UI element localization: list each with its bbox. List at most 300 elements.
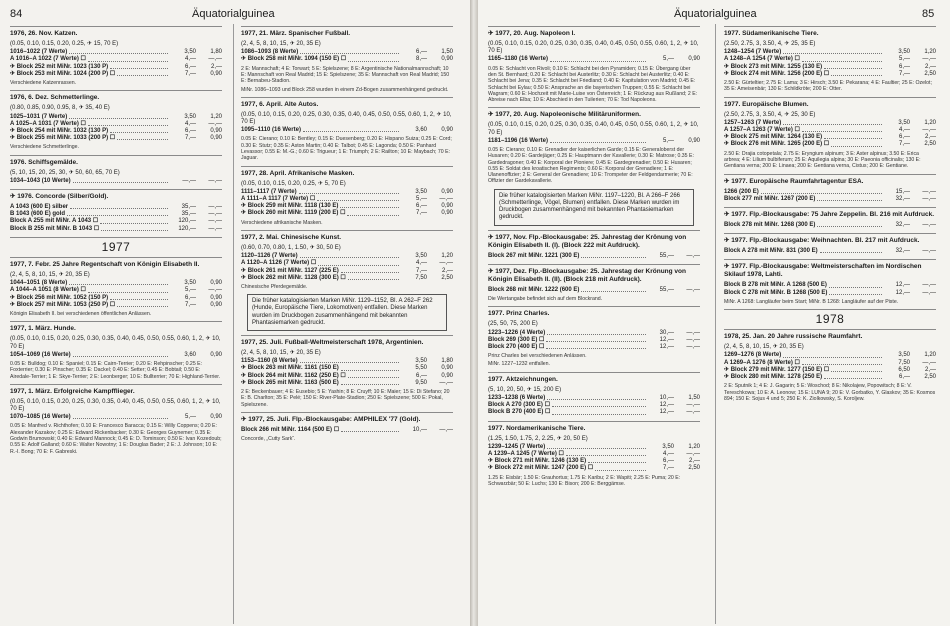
section-rule <box>10 155 222 156</box>
item-label: ✈ Block 252 mit MiNr. 1023 (130 P) <box>10 63 109 70</box>
catalog-entry <box>10 384 222 455</box>
used-price: —,— <box>922 282 936 289</box>
section-rule <box>10 384 222 385</box>
used-price: 1,50 <box>688 394 700 401</box>
leader-dots <box>783 120 882 125</box>
item-label: ✈ Block 273 mit MiNr. 1255 (130 E) <box>724 63 823 70</box>
used-price: —,— <box>922 221 936 228</box>
issue-note: 2 E: Beckenbauer; 4 E: Eusebio; 5 E: Yashin; 8 E: Cruyff; 10 E: Maier; 15 E: Di Stefano; 20 E: B. Charlton; 35 E: Pelé; 150 E: River-Plate-Stadion; 250 E: Spielszene; 500 E: Pokal, Spielszene. <box>241 389 450 408</box>
mint-price: 7,— <box>898 70 910 77</box>
leader-dots <box>546 337 646 342</box>
mint-price: 7,50 <box>415 274 427 281</box>
item-label: Block 270 (400 E) ☐ <box>488 343 545 350</box>
used-price: —,— <box>439 196 453 202</box>
used-price: 2,50 <box>924 374 936 381</box>
issue-note: Verschiedene Katzenrassen. <box>10 80 77 87</box>
leader-dots <box>341 427 399 432</box>
used-price: 0,90 <box>210 351 222 358</box>
used-price: —,— <box>208 225 222 232</box>
catalog-entry <box>488 264 700 303</box>
mint-price: 3,50 <box>898 119 910 126</box>
item-label: B 1043 (600 E) gold <box>10 211 66 218</box>
mint-price: 5,— <box>662 137 674 144</box>
used-price: 1,20 <box>210 113 222 120</box>
mint-price: 3,60 <box>415 127 427 134</box>
price-row <box>488 56 700 63</box>
mint-price: 3,50 <box>184 113 196 120</box>
denominations: (25, 50, 75, 200 E) <box>488 321 538 328</box>
mint-price: 32,— <box>895 221 910 228</box>
issue-title: ✈ 1977, 20. Aug. Napoleonische Militäruniformen. <box>488 111 641 119</box>
item-label: 1111–1117 (7 Werte) <box>241 188 297 195</box>
item-label: 1120–1126 (7 Werte) <box>241 253 298 260</box>
section-rule <box>488 230 700 231</box>
mint-price: 3,50 <box>184 49 196 56</box>
issue-title: ✈ 1977, 25. Juli. Flp.-Blockausgabe: AMPHILEX '77 (Gold). <box>241 415 421 423</box>
used-price: 1,20 <box>924 49 936 56</box>
item-label: Block A 270 (300 E) ☐ <box>488 402 550 409</box>
item-label: 1095–1110 (16 Werte) <box>241 127 301 134</box>
column-divider <box>715 24 716 624</box>
section-rule <box>10 90 222 91</box>
denominations: (2, 4, 5, 8, 10, 15, ✈ 20, 35 E) <box>10 272 90 279</box>
mint-price: 6,— <box>415 203 427 210</box>
catalog-entry <box>241 412 453 443</box>
catalog-entry <box>724 259 936 305</box>
year-heading: 1977 <box>101 239 131 254</box>
used-price: —,— <box>686 329 700 336</box>
leader-dots <box>300 358 399 363</box>
used-price: 2,50 <box>924 141 936 148</box>
issue-note: 2.50 E: Gürteltier; 2.75 E: Lama; 3 E: Hirsch; 3.50 E: Pekarana; 4 E: Faultier; 25 E: Ozelot; 35 E: Ameisenbär; 130 E: Schildkröte; 200 E: Otter. <box>724 80 932 93</box>
price-row <box>10 226 222 233</box>
leader-dots <box>69 49 168 54</box>
used-price: —,— <box>686 409 700 416</box>
price-row <box>10 295 222 302</box>
used-price: 0,90 <box>441 372 453 379</box>
notice-box: Die früher katalogisierten Marken MiNr. 1129–1152, Bl. A 262–F 262 (Hunde, Europäische Tiere, Lokomotiven) entfallen. Diese Marken wurden im Druckbogen zusammenhängend mit bekannten Phantasiemarken gedruckt. <box>247 294 447 331</box>
issue-note: Verschiedene Schmetterlinge. <box>10 144 79 151</box>
mint-price: 8,— <box>415 56 427 63</box>
price-row <box>488 138 700 145</box>
catalog-entry <box>488 189 700 226</box>
used-price: —,— <box>922 248 936 255</box>
mint-price: 32,— <box>895 195 910 202</box>
denominations: (0.05, 0.10, 0.15, 0.20, 0.25, 0.30, 0.35, 0.40, 0.45, 0.50, 0.55, 0.60, 1, 2, ✈ 10, 70 E) <box>10 398 221 413</box>
mint-price: 7,— <box>662 465 674 472</box>
left-column-1 <box>10 26 222 459</box>
used-price: —,— <box>208 287 222 294</box>
leader-dots <box>318 260 399 265</box>
denominations: (1.25, 1.50, 1.75, 2, 2.25, ✈ 20, 50 E) <box>488 435 588 442</box>
section-rule <box>488 264 700 265</box>
section-rule <box>488 26 700 27</box>
catalog-entry <box>724 97 936 170</box>
price-row <box>10 114 222 121</box>
leader-dots <box>348 56 399 61</box>
item-label: 1233–1238 (6 Werte) <box>488 394 546 401</box>
item-label: ✈ Block 254 mit MiNr. 1032 (130 P) <box>10 127 109 134</box>
item-label: ✈ Block 279 mit MiNr. 1277 (150 E) ☐ <box>724 366 830 373</box>
item-label: ✈ Block 263 mit MiNr. 1161 (150 E) <box>241 365 339 372</box>
catalog-entry <box>241 166 453 226</box>
issue-title: ✈ 1977. Flp.-Blockausgabe: 75 Jahre Zeppelin. Bl. 216 mit Aufdruck. <box>724 210 935 218</box>
leader-dots <box>552 409 646 414</box>
catalog-entry <box>488 421 700 488</box>
section-rule <box>724 174 936 175</box>
issue-title: ✈ 1977. Europäische Raumfahrtagentur ESA. <box>724 177 864 185</box>
used-price: 0,90 <box>441 127 453 134</box>
section-rule <box>724 97 936 98</box>
used-price: 0,90 <box>441 365 453 372</box>
catalog-entry <box>241 294 453 331</box>
mint-price: 120,— <box>178 218 196 225</box>
mint-price: 5,— <box>898 56 910 63</box>
issue-title: 1977. Südamerikanische Tiere. <box>724 30 819 37</box>
item-label: ✈ Block 261 mit MiNr. 1127 (225 E) <box>241 267 339 274</box>
mint-price: 3,50 <box>898 352 910 359</box>
issue-title: 1977, 25. Juli. Fußball-Weltmeisterschaft 1978, Argentinien. <box>241 339 424 347</box>
mint-price: 7,— <box>184 301 196 308</box>
mint-price: 3,50 <box>415 253 427 260</box>
used-price: 1,20 <box>924 119 936 126</box>
used-price: —,— <box>686 343 700 350</box>
price-row <box>488 444 700 451</box>
price-row <box>10 64 222 71</box>
used-price: 2,50 <box>924 70 936 77</box>
mint-price: 55,— <box>659 286 674 293</box>
leader-dots <box>824 134 882 139</box>
item-label: 1181–1196 (16 Werte) <box>488 137 548 144</box>
leader-dots <box>69 280 168 285</box>
issue-title: ✈ 1977, 20. Aug. Napoleon I. <box>488 30 576 37</box>
price-row <box>724 352 936 359</box>
price-row <box>724 56 936 63</box>
mint-price: 4,— <box>184 56 196 63</box>
item-label: 1044–1051 (8 Werte) <box>10 280 68 287</box>
item-label: A 1025–A 1031 (7 Werte) ☐ <box>10 120 86 127</box>
leader-dots <box>550 56 646 61</box>
item-label: Block B 270 (400 E) ☐ <box>488 409 551 416</box>
issue-title: ✈ 1976. Concorde (Silber/Gold). <box>10 193 109 201</box>
mint-price: 4,— <box>415 260 427 267</box>
denominations: (2, 4, 5, 8, 10, 15, ✈ 20, 35 E) <box>241 41 321 47</box>
used-price: —,— <box>439 260 453 267</box>
price-row <box>241 210 453 217</box>
leader-dots <box>820 248 882 253</box>
leader-dots <box>73 414 168 419</box>
price-row <box>241 365 453 372</box>
used-price: 2,50 <box>441 274 453 281</box>
item-label: Block 267 mit MiNr. 1221 (300 E) <box>488 252 580 259</box>
used-price: —,— <box>922 56 936 63</box>
item-label: ✈ Block 257 mit MiNr. 1053 (250 P) ☐ <box>10 301 116 308</box>
leader-dots <box>69 114 168 119</box>
section-rule <box>488 372 700 373</box>
issue-note: Die Wertangabe befindet sich auf dem Blockrand. <box>488 296 603 302</box>
used-price: —,— <box>208 218 222 225</box>
catalog-entry <box>10 321 222 380</box>
section-rule <box>10 257 222 258</box>
mint-price: —,— <box>182 177 196 184</box>
item-label: Block 278 mit MiNr. 1268 (300 E) <box>724 221 816 228</box>
item-label: A 1044–A 1051 (8 Werte) ☐ <box>10 287 86 294</box>
issue-note: 2.50 E: Drajia cotopetala; 2.75 E: Eryngium alpinum; 3 E: Aster alpinus; 3.50 E: Erica arbrea; 4 E: Lilium bulbiferum; 25 E: Aquilegia alpina; 30 E: Paeonia officinalis; 130 E: Gentiana verna; 200 E: Linaea; 200 E: Gentiana verna, Cistus; 200 E: Gentiane. <box>724 150 921 170</box>
price-row <box>10 204 222 211</box>
used-price: —,— <box>208 120 222 127</box>
price-row <box>724 120 936 127</box>
leader-dots <box>550 138 646 143</box>
mint-price: 6,— <box>662 458 674 465</box>
mint-price: 6,— <box>898 134 910 141</box>
price-row <box>241 380 453 387</box>
issue-title: 1977. Prinz Charles. <box>488 310 550 318</box>
used-price: 0,90 <box>210 135 222 142</box>
item-label: 1054–1069 (16 Werte) <box>10 351 71 358</box>
item-label: 1239–1245 (7 Werte) <box>488 443 546 450</box>
mint-price: 6,— <box>184 127 196 134</box>
catalog-entry <box>724 207 936 229</box>
section-rule <box>488 421 700 422</box>
mint-price: 6,— <box>415 372 427 379</box>
mint-price: 55,— <box>659 252 674 259</box>
issue-note: MiNr. 1227–1232 entfallen. <box>488 361 551 368</box>
leader-dots <box>783 49 882 54</box>
used-price: 0,90 <box>210 70 222 77</box>
leader-dots <box>73 352 168 357</box>
section-rule <box>724 26 936 27</box>
price-row <box>724 71 936 78</box>
leader-dots <box>341 268 399 273</box>
item-label: A 1120–A 1126 (7 Werte) ☐ <box>241 260 317 267</box>
issue-title: 1976, 26. Nov. Katzen. <box>10 30 78 37</box>
leader-dots <box>117 71 168 76</box>
leader-dots <box>73 178 168 183</box>
leader-dots <box>546 344 646 349</box>
leader-dots <box>341 380 399 385</box>
item-label: Block 269 (300 E) ☐ <box>488 336 545 343</box>
item-label: A 1269–A 1276 (8 Werte) ☐ <box>724 359 800 366</box>
used-price: 1,20 <box>441 253 453 260</box>
item-label: 1266 (200 E) <box>724 188 759 195</box>
price-row <box>488 409 700 416</box>
section-rule <box>724 329 936 330</box>
issue-title: 1976. Schiffsgemälde. <box>10 158 78 166</box>
used-price: —,— <box>208 211 222 218</box>
right-page <box>478 0 950 626</box>
issue-note: 0.05 E: Schlacht von Rivoli; 0.10 E: Schlacht bei den Pyramiden; 0.15 E: Übergang über den St. Bernhard; 0.20 E: Schlacht bei Austerlitz; 0.30 E: Schlacht bei Austerlitz; 0.40 E: Schlacht bei Jena; 0.35 E: Schlacht bei Friedland; 0.40 E: Kapitulation von Madrid; 0.45 E: Schlacht bei Eylau; 0.50 E: Ansprache an die bayerischen Truppen; 0.55 E: Schlacht bei Wagram; 0.60 E: Hochzeit mit Marie-Luise von Österreich; 1 E: Rückzug aus Rußland; 2 E: Abreise nach Elba; 10 E: Abschied in den Tuilerien; 70 E: Tod Napoleons. <box>488 65 698 104</box>
price-row <box>724 360 936 367</box>
leader-dots <box>802 56 882 61</box>
section-rule <box>488 306 700 307</box>
catalog-entry <box>241 97 453 162</box>
catalog-entry <box>10 155 222 185</box>
price-row <box>724 248 936 255</box>
denominations: (5, 10, 15, 20, 25, 30, ✈ 50, 60, 65, 70 E) <box>10 169 120 176</box>
item-label: 1223–1226 (4 Werte) <box>488 329 546 336</box>
mint-price: 4,— <box>184 120 196 127</box>
mint-price: 30,— <box>659 329 674 336</box>
mint-price: 5,— <box>184 287 196 294</box>
mint-price: 35,— <box>181 204 196 211</box>
denominations: (0.05, 0.10, 0.15, 0.20, 0.25, 0.30, 0.35, 0.40, 0.45, 0.50, 0.55, 0.60, 1, 2, ✈ 10, 70 E) <box>488 122 699 136</box>
mint-price: 3,50 <box>415 358 427 365</box>
catalog-entry <box>241 26 453 93</box>
item-label: Block 268 mit MiNr. 1222 (600 E) <box>488 286 580 293</box>
issue-title: 1977, 2. Mai. Chinesische Kunst. <box>241 233 342 241</box>
item-label: 1086–1093 (8 Werte) <box>241 49 299 56</box>
denominations: (2.50, 2.75, 3, 3.50, 4, ✈ 25, 30 E) <box>724 111 816 118</box>
price-row <box>724 222 936 229</box>
price-row <box>488 465 700 472</box>
item-label: A 1257–A 1263 (7 Werte) ☐ <box>724 127 800 134</box>
section-rule <box>724 309 936 310</box>
item-label: Block A 255 mit MiNr. A 1043 ☐ <box>10 218 99 225</box>
mint-price: 3,50 <box>415 188 427 195</box>
price-row <box>488 287 700 294</box>
mint-price: 6,— <box>898 374 910 381</box>
issue-title: 1978, 25. Jan. 20 Jahre russische Raumfahrt. <box>724 333 863 341</box>
used-price: —,— <box>922 289 936 296</box>
leader-dots <box>88 121 168 126</box>
price-row <box>241 373 453 380</box>
catalog-entry <box>241 335 453 408</box>
mint-price: 3,50 <box>184 280 196 287</box>
leader-dots <box>300 253 399 258</box>
issue-title: 1977, 21. März. Spanischer Fußball. <box>241 30 351 37</box>
item-label: ✈ Block 265 mit MiNr. 1163 (500 E) <box>241 379 339 386</box>
leader-dots <box>817 222 882 227</box>
item-label: 1257–1263 (7 Werte) <box>724 119 782 126</box>
used-price: 1,80 <box>210 49 222 56</box>
leader-dots <box>110 295 168 300</box>
used-price: 0,90 <box>441 203 453 210</box>
price-row <box>241 268 453 275</box>
issue-title: 1977, 1. März. Erfolgreiche Kampfflieger. <box>10 387 135 395</box>
leader-dots <box>67 211 168 216</box>
item-label: 1025–1031 (7 Werte) <box>10 113 68 120</box>
section-rule <box>488 107 700 108</box>
price-row <box>488 330 700 337</box>
issue-note: 0.05 E: Cierano; 0.10 E: Bentley; 0.15 E: Duesenberg; 0.20 E: Hispano Suiza; 0.25 E: Cord; 0.30 E: Stutz; 0.35 E: Aston Martin; 0.40 E: Talbot; 0.45 E: Lagonda; 0.50 E: Panhard Levassor; 0.55 E: M.-G.; 0.60 E: Trigueur; 1 E: Triumph; 2 E: Railton; 10 E: Maybach; 70 E: Jaguar. <box>241 136 452 162</box>
leader-dots <box>100 218 168 223</box>
item-label: ✈ Block 256 mit MiNr. 1052 (150 P) <box>10 294 109 301</box>
catalog-entry <box>241 230 453 290</box>
item-label: ✈ Block 276 mit MiNr. 1265 (200 E) ☐ <box>724 141 830 148</box>
issue-note: 2 E: Sputnik 1; 4 E: J. Gagarin; 5 E: Woschod; 8 E: Nikolajew, Popowitsch; 8 E: V. Tereschkowa; 10 E: A. Leonow; 15 E: LUNA 9; 20 E: V. Gorbatko, Y. Glaskov; 35 E: Kosmos 894; 150 E: Sojus 4 und 5; 250 E: K. Ziolkowsky, S. Koroljew. <box>724 383 936 402</box>
section-rule <box>10 237 222 238</box>
catalog-entry <box>724 233 936 255</box>
used-price: 0,90 <box>210 301 222 308</box>
price-row <box>488 344 700 351</box>
mint-price: 6,— <box>184 63 196 70</box>
used-price: —,— <box>208 56 222 63</box>
item-label: Block B 255 mit MiNr. B 1043 ☐ <box>10 225 100 232</box>
used-price: 0,90 <box>688 56 700 63</box>
notice-box: Die früher katalogisierten Marken MiNr. 1197–1220, Bl. A 266–F 266 (Schmetterlinge, Vögel, Blumen) entfallen. Diese Marken wurden im Druckbogen zusammenhängend mit bekannten Phantasiemarken gedruckt. <box>494 189 694 226</box>
mint-price: 7,50 <box>898 359 910 366</box>
used-price: 0,90 <box>210 294 222 301</box>
leader-dots <box>547 444 646 449</box>
denominations: (2.50, 2.75, 3, 3.50, 4, ✈ 25, 35 E) <box>724 41 816 47</box>
mint-price: 12,— <box>659 402 674 409</box>
leader-dots <box>595 465 646 470</box>
used-price: 2,— <box>210 63 222 70</box>
mint-price: 7,— <box>415 267 427 274</box>
mint-price: 120,— <box>178 225 196 232</box>
leader-dots <box>340 203 399 208</box>
issue-title: ✈ 1977. Flp.-Blockausgabe: Weihnachten. Bl. 217 mit Aufdruck. <box>724 237 920 245</box>
issue-title: 1977. Europäische Blumen. <box>724 100 809 108</box>
used-price: 0,90 <box>441 188 453 195</box>
denominations: (2, 4, 5, 8, 10, 15, ✈ 20, 35 E) <box>724 344 804 351</box>
leader-dots <box>824 374 882 379</box>
item-label: ✈ Block 264 mit MiNr. 1162 (250 E) ☐ <box>241 372 346 379</box>
used-price: —,— <box>922 127 936 134</box>
item-label: Block 266 mit MiNr. 1164 (500 E) ☐ <box>241 426 340 433</box>
price-row <box>10 135 222 142</box>
section-rule <box>724 233 936 234</box>
item-label: A 1248–A 1254 (7 Werte) ☐ <box>724 56 800 63</box>
issue-title: 1977, 7. Febr. 25 Jahre Regentschaft von Königin Elisabeth II. <box>10 261 200 269</box>
issue-title: 1977, 28. April. Afrikanische Masken. <box>241 169 355 177</box>
price-row <box>241 275 453 282</box>
mint-price: 12,— <box>659 343 674 350</box>
used-price: —,— <box>439 379 453 386</box>
item-label: 1269–1276 (8 Werte) <box>724 352 782 359</box>
mint-price: 3,60 <box>184 351 196 358</box>
used-price: 2,50 <box>688 465 700 472</box>
catalog-entry <box>488 107 700 184</box>
mint-price: 7,— <box>184 135 196 142</box>
used-price: —,— <box>686 336 700 343</box>
used-price: —,— <box>208 204 222 211</box>
price-row <box>10 287 222 294</box>
item-label: ✈ Block 255 mit MiNr. 1033 (200 P) ☐ <box>10 135 116 142</box>
leader-dots <box>581 253 646 258</box>
issue-note: MiNr. 1086–1093 und Block 258 wurden in einem Zd-Bogen zusammenhängend gedruckt. <box>241 86 449 93</box>
catalog-entry <box>488 230 700 260</box>
leader-dots <box>110 64 168 69</box>
denominations: (0.05, 0.10, 0.15, 0.20, 0.25, ✈ 5, 70 E) <box>241 180 346 187</box>
mint-price: 12,— <box>659 336 674 343</box>
book-gutter <box>470 0 478 626</box>
item-label: ✈ Block 272 mit MiNr. 1247 (200 E) ☐ <box>488 465 594 472</box>
mint-price: 10,— <box>412 426 427 433</box>
denominations: (0.05, 0.10, 0.15, 0.20, 0.25, 0.30, 0.35, 0.40, 0.45, 0.50, 0.55, 0.60, 1, 2, ✈ 10, 70 E) <box>488 41 699 55</box>
denominations: (0.05, 0.10, 0.15, 0.20, 0.25, 0.30, 0.35, 0.40, 0.45, 0.50, 0.55, 0.60, 1, 2, ✈ 10, 70 E) <box>241 111 452 125</box>
mint-price: 12,— <box>659 409 674 416</box>
price-row <box>724 141 936 148</box>
mint-price: 6,— <box>184 294 196 301</box>
mint-price: 3,50 <box>662 443 674 450</box>
used-price: —,— <box>686 286 700 293</box>
catalog-entry <box>10 257 222 317</box>
issue-note: 2 E: Mannschaft; 4 E: Torwart; 5 E: Spielszene; 8 E: Argentinische Nationalmannschaft; 10 E: Mannschaft von Real Madrid; 15 E: Spielszene; 35 E: Mannschaft von Real Madrid; 150 E: Bernabeu-Stadion. <box>241 65 450 85</box>
section-rule <box>241 412 453 413</box>
section-rule <box>241 166 453 167</box>
used-price: 2,— <box>688 458 700 465</box>
mint-price: 7,— <box>184 70 196 77</box>
item-label: Block 277 mit MiNr. 1267 (200 E) <box>724 195 816 202</box>
leader-dots <box>831 71 882 76</box>
price-row <box>10 302 222 309</box>
price-row <box>241 260 453 267</box>
leader-dots <box>547 330 646 335</box>
used-price: 2,— <box>924 366 936 373</box>
item-label: 1016–1022 (7 Werte) <box>10 49 68 56</box>
used-price: —,— <box>686 402 700 409</box>
